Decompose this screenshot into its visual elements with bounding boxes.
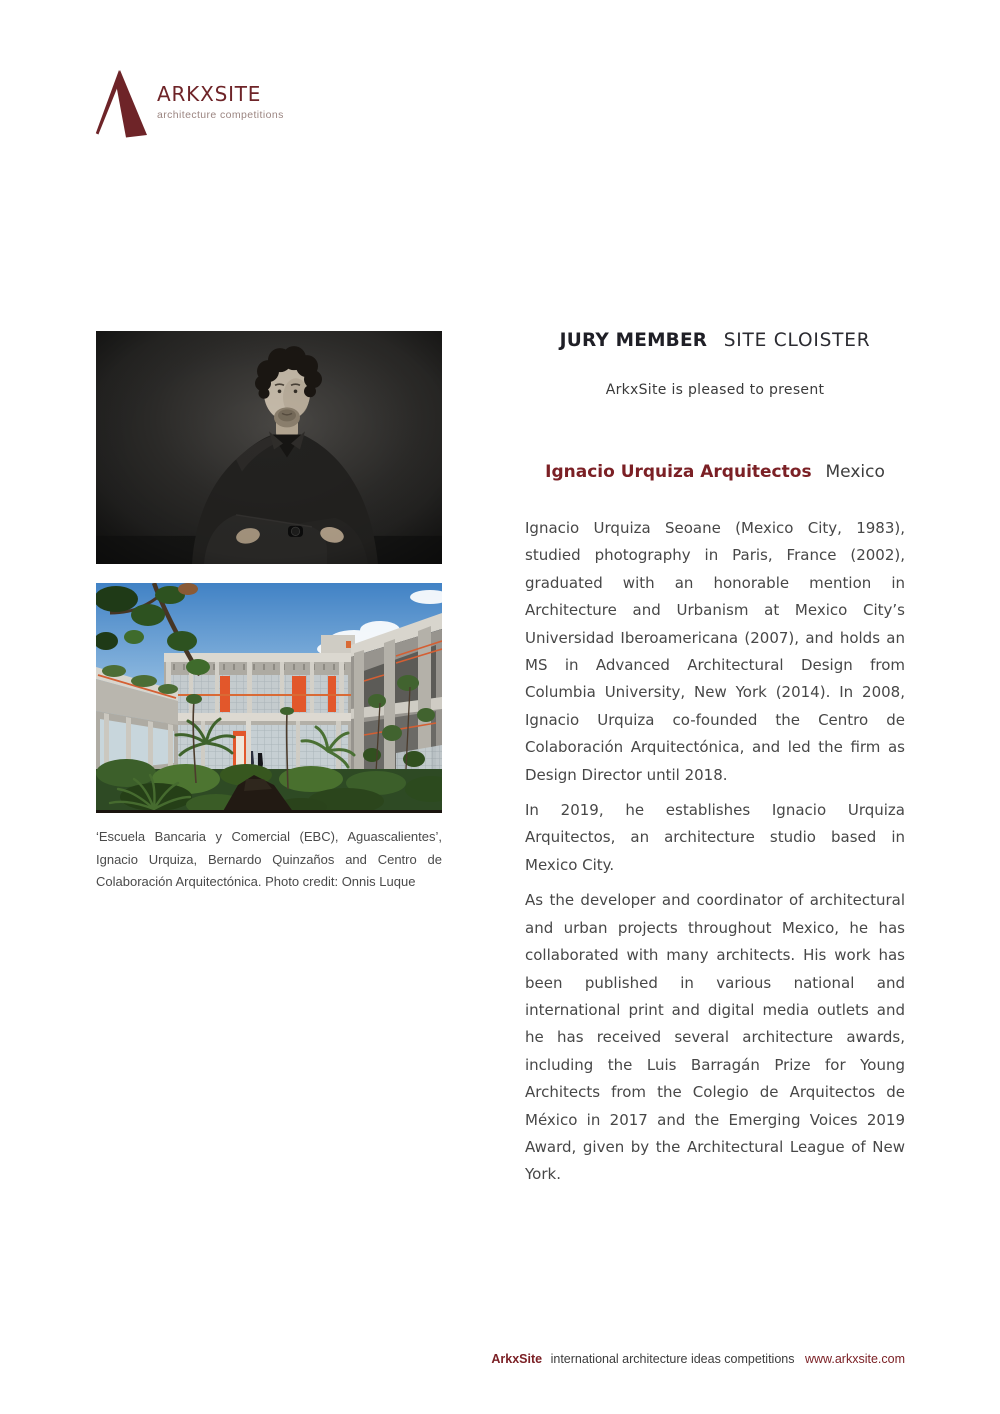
jury-member-country: Mexico <box>825 462 885 482</box>
bio-paragraph-2: In 2019, he establishes Ignacio Urquiza Arquitectos, an architecture studio based in Mexico City. <box>525 801 905 874</box>
building-photo <box>96 583 442 813</box>
footer-url-link[interactable]: www.arkxsite.com <box>804 1352 905 1366</box>
jury-member-name: Ignacio Urquiza Arquitectos <box>545 462 812 482</box>
footer <box>491 1352 905 1366</box>
portrait-photo-image <box>96 331 442 564</box>
bio-paragraph-3: As the developer and coordinator of architectural and urban projects throughout Mexico, he has collaborated with many architects. His work has been published in various national and international print and digital media outlets and he has received several architecture awards, including the Luis Barragán Prize for Young Architects from the Colegio de Arquitectos de México in 2017 and the Emerging Voices 2019 Award, given by the Architectural League of New York. <box>525 891 905 1184</box>
portrait-photo <box>96 331 442 564</box>
bio-paragraph-1: Ignacio Urquiza Seoane (Mexico City, 1983), studied photography in Paris, France (2002), graduated with an honorable mention in Architecture and Urbanism at Mexico City’s Universidad Iberoamericana (2007), and holds an MS in Advanced Architectural Design from Columbia University, New York (2014). In 2008, Ignacio Urquiza co-founded the Centro de Colaboración Arquitectónica, and led the firm as Design Director until 2018. <box>525 519 905 784</box>
photo-caption: ‘Escuela Bancaria y Comercial (EBC), Aguascalientes’, Ignacio Urquiza, Bernardo Quinzaños and Centro de Colaboración Arquitectónica. Photo credit: Onnis Luque <box>96 829 442 889</box>
logo-wordmark: ARKXSITE <box>157 82 262 106</box>
footer-brand: ArkxSite <box>491 1352 543 1366</box>
jury-member-line <box>525 462 905 482</box>
arkxsite-a-icon <box>95 68 149 138</box>
intro-line: ArkxSite is pleased to present <box>605 382 825 398</box>
title-site-cloister: SITE CLOISTER <box>723 330 871 351</box>
footer-descriptor: international architecture ideas competitions <box>550 1352 795 1366</box>
title-jury-member: JURY MEMBER <box>559 330 708 351</box>
bio-text <box>525 515 905 1197</box>
building-photo-image <box>96 583 442 813</box>
logo-tagline: architecture competitions <box>157 109 284 121</box>
logo-text <box>157 82 284 121</box>
arkxsite-logo <box>95 68 284 138</box>
page-title <box>525 330 905 351</box>
